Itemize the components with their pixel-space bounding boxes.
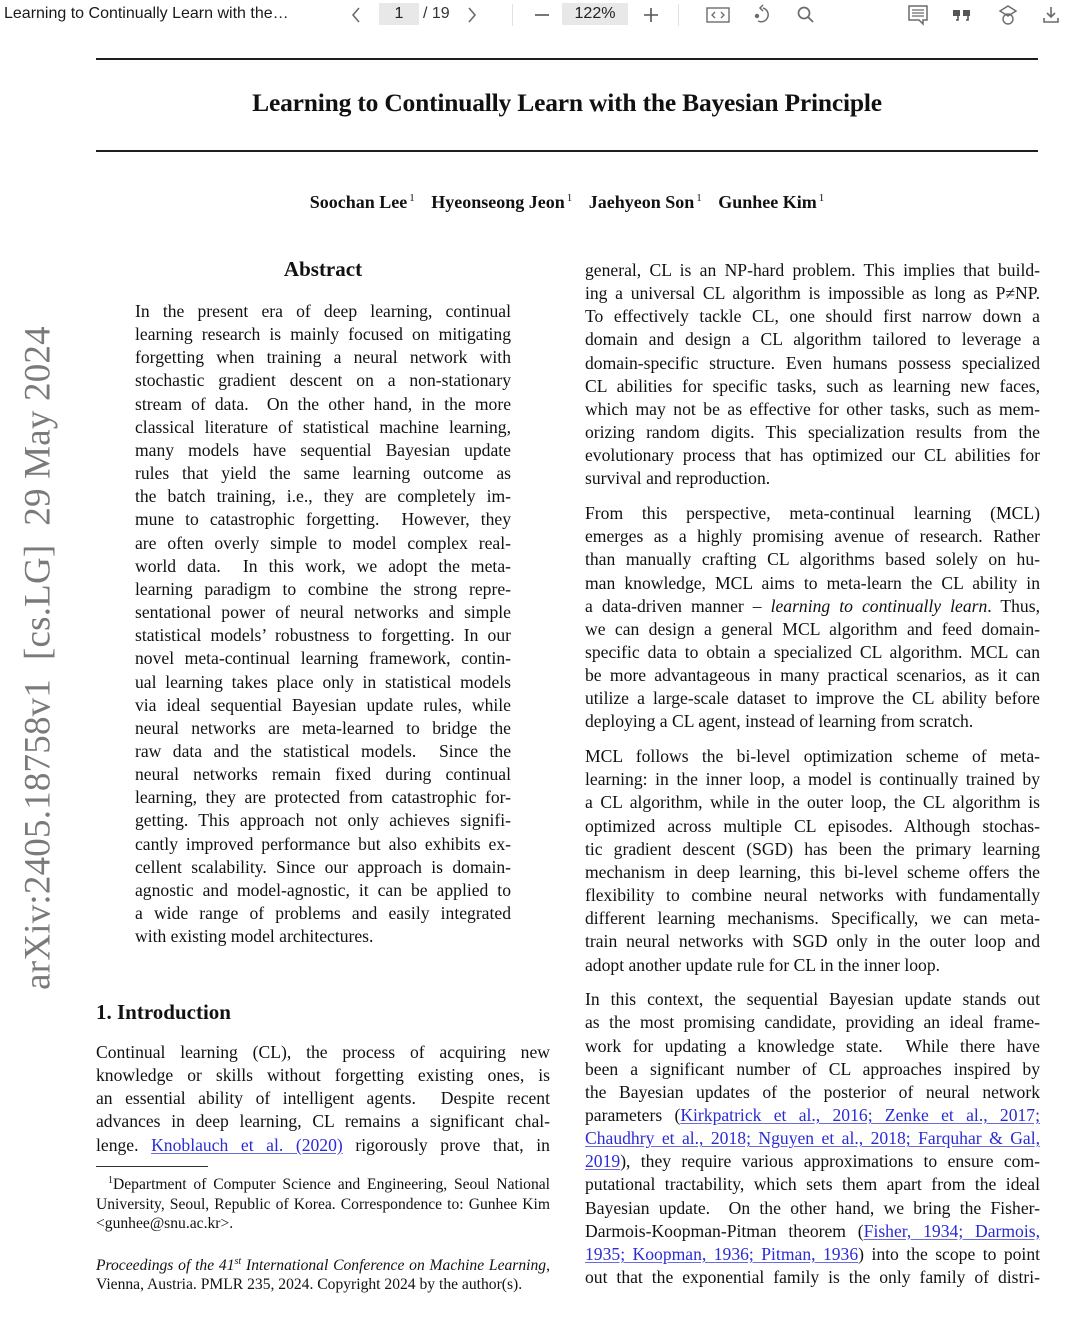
- text-line: neural networks are meta-learned to bridge the: [135, 717, 511, 738]
- rotate-button[interactable]: [750, 3, 776, 27]
- author: Soochan Lee $^1$: [309, 192, 415, 212]
- paragraph: [585, 259, 1040, 491]
- affiliation-footnote: $^1$Department of Computer Science and Engineering, Seoul National University, Seoul, Republic of Korea. Correspondence to: Gunhee Kim <gunhee@snu.ac.kr>.: [96, 1175, 550, 1233]
- proceedings-note: Proceedings of the 41st International Conference on Machine Learning, Vienna, Austria. PMLR 235, 2024. Copyright 2024 by the author(s).: [96, 1255, 550, 1294]
- author-list: [96, 192, 1038, 213]
- pdf-viewer-toolbar: [0, 0, 1080, 30]
- document-title: Learning to Continually Learn with the…: [4, 5, 289, 22]
- text-line: In the present era of deep learning, continual: [135, 301, 511, 321]
- text-line: been a significant number of CL approaches inspired by: [585, 1058, 1040, 1079]
- text-line: an essential ability of intelligent agents. Despite recent: [96, 1088, 550, 1109]
- text-line: 2019), they require various approximations to ensure com-: [585, 1151, 1040, 1172]
- text-line: putational tractability, which sets them apart from the ideal: [585, 1174, 1040, 1195]
- text-line: neural networks remain fixed during continual: [135, 764, 511, 785]
- text-line: cellent scalability. Since our approach is domain-: [135, 856, 511, 877]
- text-line: many models have sequential Bayesian update: [135, 439, 511, 460]
- plus-icon: [642, 6, 660, 24]
- text-line: advances in deep learning, CL remains a significant chal-: [96, 1111, 550, 1132]
- quote-icon: [952, 7, 972, 23]
- text-line: MCL follows the bi-level optimization scheme of meta-: [585, 746, 1040, 767]
- citation-link[interactable]: Knoblauch et al. (2020): [151, 1134, 343, 1155]
- text-line: stream of data. On the other hand, in the more: [135, 393, 511, 414]
- text-line: utilize a large-scale dataset to improve the CL ability before: [585, 688, 1040, 709]
- text-line: CL abilities for specific tasks, such as learning new faces,: [585, 375, 1040, 396]
- reader-icon: [998, 4, 1018, 26]
- author: Gunhee Kim $^1$: [718, 192, 825, 212]
- text-line: domain and design a CL algorithm tailored to leverage a: [585, 329, 1040, 350]
- text-line: world data. In this work, we adopt the meta-: [135, 555, 511, 576]
- document-outline-button[interactable]: [906, 3, 930, 27]
- text-line: emerges as a highly promising avenue of research. Rather: [585, 526, 1040, 547]
- rotate-icon: [752, 4, 774, 26]
- page-total: / 19: [423, 5, 450, 22]
- text-line: raw data and the statistical models. Since the: [135, 740, 511, 761]
- text-line: Darmois-Koopman-Pitman theorem (Fisher, 1934; Darmois,: [585, 1220, 1040, 1241]
- author: Jaehyeon Son $^1$: [588, 192, 702, 212]
- text-line: specific data to obtain a specialized CL algorithm. MCL can: [585, 642, 1040, 662]
- text-line: In this context, the sequential Bayesian update stands out: [585, 989, 1040, 1010]
- title-bottom-rule: [96, 150, 1038, 152]
- text-line: evolutionary process that has optimized our CL abilities for: [585, 445, 1040, 466]
- quote-button[interactable]: [950, 3, 974, 27]
- text-line: via ideal sequential Bayesian update rules, while: [135, 694, 511, 715]
- download-button[interactable]: [1040, 3, 1062, 27]
- title-top-rule: [96, 58, 1038, 60]
- minus-icon: [533, 6, 551, 24]
- citation-link[interactable]: 1935; Koopman, 1936; Pitman, 1936: [585, 1243, 859, 1264]
- zoom-in-button[interactable]: [640, 3, 662, 27]
- reader-button[interactable]: [996, 3, 1020, 27]
- text-line: work for updating a knowledge state. While there have: [585, 1035, 1040, 1056]
- search-icon: [796, 5, 816, 25]
- text-line: are often overly simple to model complex real-: [135, 532, 511, 553]
- paper-title: Learning to Continually Learn with the Bayesian Principle: [252, 88, 882, 117]
- text-line: a data-driven manner – learning to continually learn. Thus,: [585, 595, 1040, 616]
- text-line: different learning mechanisms. Specifically, we can meta-: [585, 908, 1040, 929]
- text-line: we can design a general MCL algorithm and feed domain-: [585, 618, 1040, 639]
- text-line: Continual learning (CL), the process of acquiring new: [96, 1042, 550, 1062]
- text-line: a CL algorithm, while in the outer loop, the CL algorithm is: [585, 792, 1040, 813]
- text-line: train neural networks with SGD only in the outer loop and: [585, 931, 1040, 952]
- citation-link[interactable]: 2019: [585, 1151, 621, 1172]
- citation-link[interactable]: Kirkpatrick et al., 2016; Zenke et al., 2017;: [680, 1104, 1040, 1125]
- text-line: cantly improved performance but also exhibits ex-: [135, 833, 511, 854]
- text-line: man knowledge, MCL aims to meta-learn the CL ability in: [585, 572, 1040, 593]
- citation-link[interactable]: Chaudhry et al., 2018; Nguyen et al., 2018; Farquhar & Gal,: [585, 1128, 1040, 1149]
- fit-page-icon: [706, 7, 730, 23]
- introduction-heading: 1. Introduction: [96, 1000, 231, 1024]
- next-page-button[interactable]: [462, 3, 482, 27]
- toolbar-divider: [512, 4, 513, 26]
- text-line: classical literature of statistical machine learning,: [135, 416, 511, 437]
- text-line: parameters (Kirkpatrick et al., 2016; Zenke et al., 2017;: [585, 1104, 1040, 1125]
- text-line: learning, they are protected from catastrophic for-: [135, 787, 511, 808]
- text-line: getting. This approach not only achieves signifi-: [135, 810, 511, 831]
- text-line: sentational power of neural networks and simple: [135, 602, 511, 623]
- text-line: flexibility to combine neural networks with fundamentally: [585, 885, 1040, 906]
- paragraph: [585, 988, 1040, 1289]
- text-line: ual learning takes place only in statistical models: [135, 671, 511, 692]
- text-line: learning paradigm to combine the strong repre-: [135, 578, 511, 599]
- footnotes: [96, 1171, 550, 1295]
- text-line: survival and reproduction.: [585, 468, 771, 489]
- text-line: out that the exponential family is the only family of distri-: [585, 1267, 1040, 1288]
- text-line: forgetting when training a neural network with: [135, 347, 511, 368]
- zoom-out-button[interactable]: [532, 3, 552, 27]
- text-line: knowledge or skills without forgetting existing ones, is: [96, 1065, 550, 1086]
- abstract-body: [135, 300, 511, 948]
- text-line: 1935; Koopman, 1936; Pitman, 1936) into the scope to point: [585, 1243, 1040, 1264]
- toolbar-divider: [678, 4, 679, 26]
- text-line: domain-specific structure. Even humans possess specialized: [585, 352, 1040, 373]
- chevron-right-icon: [466, 6, 478, 24]
- text-line: optimized across multiple CL episodes. Although stochas-: [585, 815, 1040, 836]
- text-line: statistical models’ robustness to forgetting. In our: [135, 625, 511, 646]
- text-line: the Bayesian updates of the posterior of neural network: [585, 1081, 1040, 1102]
- text-line: [585, 1127, 1040, 1150]
- citation-link[interactable]: Fisher, 1934; Darmois,: [863, 1220, 1040, 1241]
- text-line: novel meta-continual learning framework, contin-: [135, 648, 511, 669]
- text-line: than manually crafting CL algorithms based solely on hu-: [585, 549, 1040, 570]
- page-number-input[interactable]: [379, 3, 419, 25]
- text-line: Bayesian update. On the other hand, we bring the Fisher-: [585, 1197, 1040, 1218]
- text-line: learning: in the inner loop, a model is continually trained by: [585, 769, 1040, 790]
- text-line: as the most promising candidate, providing an ideal frame-: [585, 1012, 1040, 1033]
- text-line: tic gradient descent (SGD) has been the primary learning: [585, 838, 1040, 859]
- text-line: adopt another update rule for CL in the inner loop.: [585, 954, 941, 975]
- text-line: ing a universal CL algorithm is impossible as long as P≠NP.: [585, 283, 1040, 304]
- zoom-level[interactable]: 122%: [562, 3, 628, 25]
- footnote-divider: [96, 1166, 208, 1167]
- text-line: be more advantageous in many practical scenarios, as it can: [585, 665, 1040, 686]
- paragraph: [585, 745, 1040, 977]
- text-line: mune to catastrophic forgetting. However, they: [135, 509, 511, 530]
- download-icon: [1042, 5, 1060, 25]
- abstract-heading: Abstract: [283, 257, 363, 281]
- prev-page-button[interactable]: [346, 3, 366, 27]
- author: Hyeonseong Jeon $^1$: [431, 192, 573, 212]
- text-line: agnostic and model-agnostic, it can be applied to: [135, 879, 511, 900]
- text-line: orizing random digits. This specialization results from the: [585, 422, 1040, 443]
- text-line: general, CL is an NP-hard problem. This implies that build-: [585, 260, 1040, 280]
- text-line: lenge. Knoblauch et al. (2020) rigorously prove that, in: [96, 1134, 550, 1155]
- text-line: mechanism in deep learning, this bi-level scheme offers the: [585, 861, 1040, 882]
- introduction-body: [96, 1041, 550, 1157]
- document-outline-icon: [907, 4, 929, 26]
- text-line: stochastic gradient descent on a non-stationary: [135, 370, 511, 391]
- fit-page-button[interactable]: [704, 3, 732, 27]
- text-line: with existing model architectures.: [135, 926, 374, 947]
- text-line: learning research is mainly focused on mitigating: [135, 324, 511, 345]
- search-button[interactable]: [794, 3, 818, 27]
- text-line: deploying a CL agent, instead of learning from scratch.: [585, 711, 974, 732]
- right-column: [585, 259, 1040, 1301]
- chevron-left-icon: [350, 6, 362, 24]
- text-line: rules that yield the same learning outcome as: [135, 463, 511, 484]
- paragraph: [585, 502, 1040, 734]
- text-line: a wide range of problems and easily integrated: [135, 903, 511, 924]
- text-line: the batch training, i.e., they are completely im-: [135, 486, 511, 507]
- text-line: From this perspective, meta-continual learning (MCL): [585, 503, 1040, 524]
- text-line: which may not be as effective for other tasks, such as mem-: [585, 398, 1040, 419]
- arxiv-identifier-stamp: arXiv:2405.18758v1 [cs.LG] 29 May 2024: [17, 326, 59, 990]
- text-line: To effectively tackle CL, one should first narrow down a: [585, 306, 1040, 327]
